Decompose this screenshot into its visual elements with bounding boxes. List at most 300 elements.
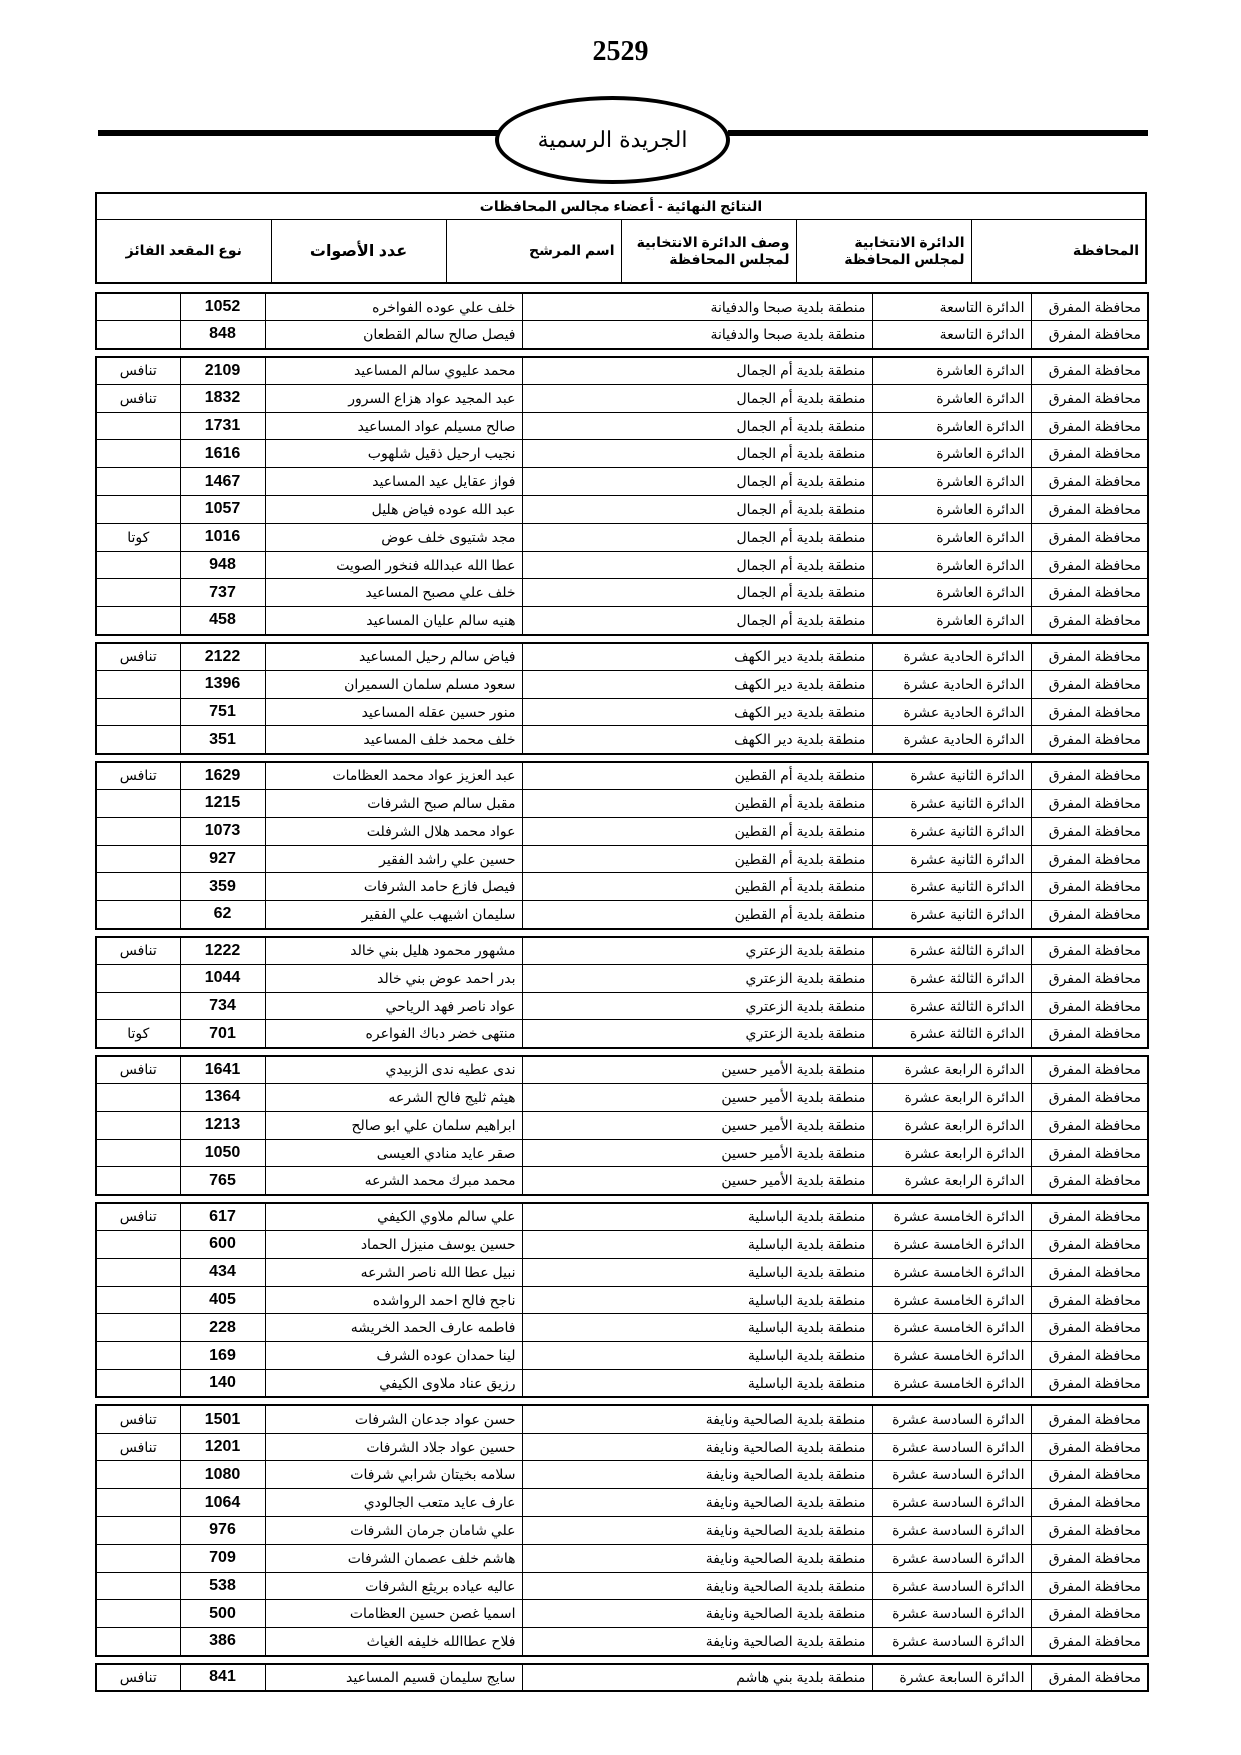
governorate-cell: محافظة المفرق <box>1031 1258 1148 1286</box>
district-cell: الدائرة الخامسة عشرة <box>872 1342 1031 1370</box>
district-cell: الدائرة العاشرة <box>872 496 1031 524</box>
governorate-cell: محافظة المفرق <box>1031 790 1148 818</box>
district-group <box>95 1055 1149 1196</box>
candidate-name-cell: مشهور محمود هليل بني خالد <box>265 937 522 965</box>
candidate-name-cell: فيصل صالح سالم القطعان <box>265 321 522 349</box>
description-cell: منطقة بلدية دير الكهف <box>522 643 872 671</box>
votes-cell: 848 <box>180 321 265 349</box>
candidate-name-cell: هاشم خلف عصمان الشرفات <box>265 1544 522 1572</box>
seat-type-cell <box>96 726 180 754</box>
description-cell: منطقة بلدية صبحا والدفيانة <box>522 321 872 349</box>
votes-cell: 976 <box>180 1517 265 1545</box>
table-row <box>96 551 1148 579</box>
description-cell: منطقة بلدية الباسلية <box>522 1314 872 1342</box>
district-cell: الدائرة العاشرة <box>872 412 1031 440</box>
district-cell: الدائرة السادسة عشرة <box>872 1461 1031 1489</box>
candidate-name-cell: محمد مبرك محمد الشرعه <box>265 1167 522 1195</box>
votes-cell: 359 <box>180 873 265 901</box>
table-row <box>96 1286 1148 1314</box>
table-row <box>96 440 1148 468</box>
seat-type-cell: تنافس <box>96 384 180 412</box>
seat-type-cell <box>96 901 180 929</box>
seat-type-cell <box>96 964 180 992</box>
votes-cell: 1213 <box>180 1111 265 1139</box>
seat-type-cell <box>96 1139 180 1167</box>
votes-cell: 1044 <box>180 964 265 992</box>
description-cell: منطقة بلدية أم الجمال <box>522 384 872 412</box>
votes-cell: 841 <box>180 1664 265 1692</box>
votes-cell: 386 <box>180 1628 265 1656</box>
candidate-name-cell: خلف علي مصبح المساعيد <box>265 579 522 607</box>
candidate-name-cell: بدر احمد عوض بني خالد <box>265 964 522 992</box>
governorate-cell: محافظة المفرق <box>1031 579 1148 607</box>
governorate-cell: محافظة المفرق <box>1031 468 1148 496</box>
candidate-name-cell: نبيل عطا الله ناصر الشرعه <box>265 1258 522 1286</box>
candidate-name-cell: سعود مسلم سلمان السميران <box>265 670 522 698</box>
description-cell: منطقة بلدية أم القطين <box>522 873 872 901</box>
seat-type-cell <box>96 1370 180 1398</box>
candidate-name-cell: عارف عايد متعب الجالودي <box>265 1489 522 1517</box>
table-row <box>96 321 1148 349</box>
governorate-cell: محافظة المفرق <box>1031 1600 1148 1628</box>
district-cell: الدائرة الثانية عشرة <box>872 873 1031 901</box>
candidate-name-cell: منور حسين عقله المساعيد <box>265 698 522 726</box>
governorate-cell: محافظة المفرق <box>1031 1084 1148 1112</box>
district-cell: الدائرة العاشرة <box>872 468 1031 496</box>
district-cell: الدائرة الحادية عشرة <box>872 643 1031 671</box>
seat-type-cell: تنافس <box>96 1203 180 1231</box>
seat-type-cell: تنافس <box>96 1056 180 1084</box>
district-cell: الدائرة الثانية عشرة <box>872 817 1031 845</box>
governorate-cell: محافظة المفرق <box>1031 1664 1148 1692</box>
votes-cell: 538 <box>180 1572 265 1600</box>
governorate-cell: محافظة المفرق <box>1031 1286 1148 1314</box>
description-cell: منطقة بلدية الزعتري <box>522 992 872 1020</box>
district-cell: الدائرة السادسة عشرة <box>872 1489 1031 1517</box>
header-district: الدائرة الانتخابية لمجلس المحافظة <box>796 219 971 283</box>
seat-type-cell <box>96 321 180 349</box>
table-row <box>96 698 1148 726</box>
district-cell: الدائرة الخامسة عشرة <box>872 1286 1031 1314</box>
seat-type-cell <box>96 1517 180 1545</box>
district-cell: الدائرة الثالثة عشرة <box>872 992 1031 1020</box>
votes-cell: 458 <box>180 607 265 635</box>
header-rule-right <box>728 130 1148 136</box>
description-cell: منطقة بلدية الصالحية ونايفة <box>522 1600 872 1628</box>
table-row <box>96 1664 1148 1692</box>
votes-cell: 1396 <box>180 670 265 698</box>
district-cell: الدائرة العاشرة <box>872 440 1031 468</box>
district-cell: الدائرة الرابعة عشرة <box>872 1084 1031 1112</box>
district-group <box>95 642 1149 755</box>
votes-cell: 1215 <box>180 790 265 818</box>
description-cell: منطقة بلدية أم القطين <box>522 790 872 818</box>
description-cell: منطقة بلدية الأمير حسين <box>522 1056 872 1084</box>
governorate-cell: محافظة المفرق <box>1031 1517 1148 1545</box>
district-cell: الدائرة العاشرة <box>872 551 1031 579</box>
governorate-cell: محافظة المفرق <box>1031 698 1148 726</box>
district-cell: الدائرة العاشرة <box>872 607 1031 635</box>
governorate-cell: محافظة المفرق <box>1031 1370 1148 1398</box>
candidate-name-cell: ندى عطيه ندى الزبيدي <box>265 1056 522 1084</box>
table-row <box>96 1405 1148 1433</box>
seat-type-cell <box>96 698 180 726</box>
table-row <box>96 670 1148 698</box>
district-cell: الدائرة الخامسة عشرة <box>872 1314 1031 1342</box>
table-row <box>96 384 1148 412</box>
seat-type-cell: كوتا <box>96 1020 180 1048</box>
votes-cell: 351 <box>180 726 265 754</box>
candidate-name-cell: اسميا غصن حسين العظامات <box>265 1600 522 1628</box>
votes-cell: 140 <box>180 1370 265 1398</box>
description-cell: منطقة بلدية الباسلية <box>522 1203 872 1231</box>
table-row <box>96 1342 1148 1370</box>
description-cell: منطقة بلدية أم الجمال <box>522 607 872 635</box>
district-cell: الدائرة الرابعة عشرة <box>872 1056 1031 1084</box>
district-cell: الدائرة العاشرة <box>872 384 1031 412</box>
district-cell: الدائرة السادسة عشرة <box>872 1405 1031 1433</box>
district-cell: الدائرة الخامسة عشرة <box>872 1231 1031 1259</box>
table-row <box>96 1461 1148 1489</box>
votes-cell: 500 <box>180 1600 265 1628</box>
description-cell: منطقة بلدية أم القطين <box>522 845 872 873</box>
votes-cell: 169 <box>180 1342 265 1370</box>
district-group <box>95 936 1149 1049</box>
votes-cell: 405 <box>180 1286 265 1314</box>
votes-cell: 948 <box>180 551 265 579</box>
gazette-name: الجريدة الرسمية <box>537 127 688 153</box>
district-cell: الدائرة السادسة عشرة <box>872 1572 1031 1600</box>
seat-type-cell <box>96 551 180 579</box>
seat-type-cell <box>96 1461 180 1489</box>
district-cell: الدائرة السادسة عشرة <box>872 1517 1031 1545</box>
district-cell: الدائرة الثانية عشرة <box>872 901 1031 929</box>
candidate-name-cell: ابراهيم سلمان علي ابو صالح <box>265 1111 522 1139</box>
district-cell: الدائرة الخامسة عشرة <box>872 1203 1031 1231</box>
header-votes: عدد الأصوات <box>271 219 446 283</box>
votes-cell: 1064 <box>180 1489 265 1517</box>
governorate-cell: محافظة المفرق <box>1031 496 1148 524</box>
district-cell: الدائرة التاسعة <box>872 321 1031 349</box>
description-cell: منطقة بلدية دير الكهف <box>522 698 872 726</box>
district-cell: الدائرة السادسة عشرة <box>872 1600 1031 1628</box>
seat-type-cell <box>96 873 180 901</box>
governorate-cell: محافظة المفرق <box>1031 1231 1148 1259</box>
governorate-cell: محافظة المفرق <box>1031 321 1148 349</box>
candidate-name-cell: عطا الله عبدالله فنخور الصويت <box>265 551 522 579</box>
district-cell: الدائرة الرابعة عشرة <box>872 1139 1031 1167</box>
table-row <box>96 726 1148 754</box>
candidate-name-cell: عواد محمد هلال الشرفلت <box>265 817 522 845</box>
votes-cell: 600 <box>180 1231 265 1259</box>
votes-cell: 1016 <box>180 523 265 551</box>
governorate-cell: محافظة المفرق <box>1031 523 1148 551</box>
votes-cell: 62 <box>180 901 265 929</box>
table-row <box>96 790 1148 818</box>
description-cell: منطقة بلدية بني هاشم <box>522 1664 872 1692</box>
governorate-cell: محافظة المفرق <box>1031 384 1148 412</box>
seat-type-cell: تنافس <box>96 1664 180 1692</box>
candidate-name-cell: هيثم ثليج فالح الشرعه <box>265 1084 522 1112</box>
votes-cell: 1222 <box>180 937 265 965</box>
candidate-name-cell: مجد شتيوى خلف عوض <box>265 523 522 551</box>
seat-type-cell <box>96 468 180 496</box>
votes-cell: 2109 <box>180 357 265 385</box>
district-cell: الدائرة السادسة عشرة <box>872 1433 1031 1461</box>
seat-type-cell <box>96 293 180 321</box>
candidate-name-cell: فيصل فازع حامد الشرفات <box>265 873 522 901</box>
candidate-name-cell: علي شامان جرمان الشرفات <box>265 1517 522 1545</box>
table-row <box>96 1056 1148 1084</box>
description-cell: منطقة بلدية الباسلية <box>522 1231 872 1259</box>
district-cell: الدائرة الثانية عشرة <box>872 790 1031 818</box>
governorate-cell: محافظة المفرق <box>1031 1111 1148 1139</box>
district-cell: الدائرة العاشرة <box>872 357 1031 385</box>
district-cell: الدائرة الثالثة عشرة <box>872 964 1031 992</box>
table-row <box>96 1433 1148 1461</box>
table-row <box>96 1628 1148 1656</box>
votes-cell: 2122 <box>180 643 265 671</box>
district-group <box>95 292 1149 350</box>
governorate-cell: محافظة المفرق <box>1031 1203 1148 1231</box>
candidate-name-cell: صالح مسيلم عواد المساعيد <box>265 412 522 440</box>
table-row <box>96 607 1148 635</box>
seat-type-cell: تنافس <box>96 937 180 965</box>
description-cell: منطقة بلدية الصالحية ونايفة <box>522 1489 872 1517</box>
district-cell: الدائرة الحادية عشرة <box>872 698 1031 726</box>
description-cell: منطقة بلدية الأمير حسين <box>522 1139 872 1167</box>
candidate-name-cell: عواد ناصر فهد الرياحي <box>265 992 522 1020</box>
description-cell: منطقة بلدية أم القطين <box>522 817 872 845</box>
governorate-cell: محافظة المفرق <box>1031 440 1148 468</box>
governorate-cell: محافظة المفرق <box>1031 762 1148 790</box>
description-cell: منطقة بلدية الزعتري <box>522 937 872 965</box>
table-row <box>96 1370 1148 1398</box>
district-cell: الدائرة التاسعة <box>872 293 1031 321</box>
governorate-cell: محافظة المفرق <box>1031 1433 1148 1461</box>
table-row <box>96 357 1148 385</box>
governorate-cell: محافظة المفرق <box>1031 1461 1148 1489</box>
candidate-name-cell: لينا حمدان عوده الشرف <box>265 1342 522 1370</box>
description-cell: منطقة بلدية الزعتري <box>522 1020 872 1048</box>
seat-type-cell <box>96 1258 180 1286</box>
seat-type-cell <box>96 412 180 440</box>
governorate-cell: محافظة المفرق <box>1031 992 1148 1020</box>
candidate-name-cell: سايج سليمان قسيم المساعيد <box>265 1664 522 1692</box>
table-row <box>96 1600 1148 1628</box>
candidate-name-cell: رزيق عناد ملاوى الكيفي <box>265 1370 522 1398</box>
governorate-cell: محافظة المفرق <box>1031 1167 1148 1195</box>
seat-type-cell <box>96 845 180 873</box>
seat-type-cell <box>96 1167 180 1195</box>
candidate-name-cell: محمد عليوي سالم المساعيد <box>265 357 522 385</box>
votes-cell: 927 <box>180 845 265 873</box>
governorate-cell: محافظة المفرق <box>1031 551 1148 579</box>
district-cell: الدائرة الثانية عشرة <box>872 845 1031 873</box>
table-row <box>96 1231 1148 1259</box>
votes-cell: 228 <box>180 1314 265 1342</box>
governorate-cell: محافظة المفرق <box>1031 357 1148 385</box>
votes-cell: 737 <box>180 579 265 607</box>
district-group <box>95 1663 1149 1693</box>
description-cell: منطقة بلدية الأمير حسين <box>522 1167 872 1195</box>
seat-type-cell <box>96 1111 180 1139</box>
seat-type-cell: كوتا <box>96 523 180 551</box>
description-cell: منطقة بلدية الباسلية <box>522 1286 872 1314</box>
district-cell: الدائرة الرابعة عشرة <box>872 1167 1031 1195</box>
seat-type-cell <box>96 790 180 818</box>
candidate-name-cell: سلامه بخيتان شرابي شرفات <box>265 1461 522 1489</box>
governorate-cell: محافظة المفرق <box>1031 1544 1148 1572</box>
votes-cell: 1832 <box>180 384 265 412</box>
table-row <box>96 293 1148 321</box>
candidate-name-cell: حسين عواد جلاد الشرفات <box>265 1433 522 1461</box>
district-cell: الدائرة السادسة عشرة <box>872 1628 1031 1656</box>
table-row <box>96 964 1148 992</box>
votes-cell: 1050 <box>180 1139 265 1167</box>
table-row <box>96 1084 1148 1112</box>
votes-cell: 701 <box>180 1020 265 1048</box>
seat-type-cell: تنافس <box>96 1405 180 1433</box>
candidate-name-cell: عبد المجيد عواد هزاع السرور <box>265 384 522 412</box>
district-group <box>95 1404 1149 1656</box>
description-cell: منطقة بلدية أم الجمال <box>522 523 872 551</box>
governorate-cell: محافظة المفرق <box>1031 964 1148 992</box>
governorate-cell: محافظة المفرق <box>1031 817 1148 845</box>
governorate-cell: محافظة المفرق <box>1031 726 1148 754</box>
table-row <box>96 1258 1148 1286</box>
votes-cell: 1501 <box>180 1405 265 1433</box>
governorate-cell: محافظة المفرق <box>1031 1572 1148 1600</box>
candidate-name-cell: عاليه عياده بريثع الشرفات <box>265 1572 522 1600</box>
votes-cell: 1057 <box>180 496 265 524</box>
candidate-name-cell: صقر عايد منادي العيسى <box>265 1139 522 1167</box>
candidate-name-cell: مقبل سالم صبح الشرفات <box>265 790 522 818</box>
seat-type-cell <box>96 1231 180 1259</box>
table-row <box>96 1314 1148 1342</box>
district-cell: الدائرة الخامسة عشرة <box>872 1258 1031 1286</box>
governorate-cell: محافظة المفرق <box>1031 845 1148 873</box>
seat-type-cell <box>96 579 180 607</box>
votes-cell: 1641 <box>180 1056 265 1084</box>
seat-type-cell <box>96 1084 180 1112</box>
district-cell: الدائرة الثالثة عشرة <box>872 1020 1031 1048</box>
description-cell: منطقة بلدية الصالحية ونايفة <box>522 1544 872 1572</box>
governorate-cell: محافظة المفرق <box>1031 670 1148 698</box>
candidate-name-cell: علي سالم ملاوي الكيفي <box>265 1203 522 1231</box>
description-cell: منطقة بلدية أم القطين <box>522 762 872 790</box>
header-seat: نوع المقعد الفائز <box>96 219 271 283</box>
district-cell: الدائرة العاشرة <box>872 523 1031 551</box>
description-cell: منطقة بلدية الصالحية ونايفة <box>522 1572 872 1600</box>
district-cell: الدائرة الثالثة عشرة <box>872 937 1031 965</box>
description-cell: منطقة بلدية أم القطين <box>522 901 872 929</box>
description-cell: منطقة بلدية أم الجمال <box>522 440 872 468</box>
seat-type-cell <box>96 440 180 468</box>
votes-cell: 765 <box>180 1167 265 1195</box>
table-row <box>96 1489 1148 1517</box>
governorate-cell: محافظة المفرق <box>1031 1628 1148 1656</box>
candidate-name-cell: فواز عقايل عيد المساعيد <box>265 468 522 496</box>
votes-cell: 751 <box>180 698 265 726</box>
description-cell: منطقة بلدية الأمير حسين <box>522 1084 872 1112</box>
governorate-cell: محافظة المفرق <box>1031 1056 1148 1084</box>
governorate-cell: محافظة المفرق <box>1031 412 1148 440</box>
seat-type-cell: تنافس <box>96 1433 180 1461</box>
header-rule-left <box>98 130 498 136</box>
district-cell: الدائرة الخامسة عشرة <box>872 1370 1031 1398</box>
table-row <box>96 1167 1148 1195</box>
seat-type-cell <box>96 1314 180 1342</box>
table-row <box>96 643 1148 671</box>
votes-cell: 1629 <box>180 762 265 790</box>
governorate-cell: محافظة المفرق <box>1031 901 1148 929</box>
votes-cell: 1731 <box>180 412 265 440</box>
votes-cell: 709 <box>180 1544 265 1572</box>
votes-cell: 1364 <box>180 1084 265 1112</box>
table-row <box>96 412 1148 440</box>
description-cell: منطقة بلدية الأمير حسين <box>522 1111 872 1139</box>
district-group <box>95 761 1149 930</box>
votes-cell: 1080 <box>180 1461 265 1489</box>
seat-type-cell <box>96 1572 180 1600</box>
seat-type-cell <box>96 607 180 635</box>
candidate-name-cell: فلاح عطاالله خليفه الغياث <box>265 1628 522 1656</box>
governorate-cell: محافظة المفرق <box>1031 643 1148 671</box>
table-row <box>96 937 1148 965</box>
candidate-name-cell: حسن عواد جدعان الشرفات <box>265 1405 522 1433</box>
votes-cell: 1073 <box>180 817 265 845</box>
district-cell: الدائرة السابعة عشرة <box>872 1664 1031 1692</box>
candidate-name-cell: عبد الله عوده فياض هليل <box>265 496 522 524</box>
table-row <box>96 1203 1148 1231</box>
governorate-cell: محافظة المفرق <box>1031 1342 1148 1370</box>
header-governorate: المحافظة <box>971 219 1146 283</box>
governorate-cell: محافظة المفرق <box>1031 1314 1148 1342</box>
table-row <box>96 873 1148 901</box>
description-cell: منطقة بلدية الباسلية <box>522 1258 872 1286</box>
table-row <box>96 992 1148 1020</box>
votes-cell: 1201 <box>180 1433 265 1461</box>
seat-type-cell <box>96 1286 180 1314</box>
description-cell: منطقة بلدية الصالحية ونايفة <box>522 1628 872 1656</box>
table-row <box>96 1517 1148 1545</box>
table-row <box>96 1020 1148 1048</box>
table-row <box>96 817 1148 845</box>
district-group <box>95 1202 1149 1399</box>
seat-type-cell <box>96 1342 180 1370</box>
governorate-cell: محافظة المفرق <box>1031 607 1148 635</box>
district-cell: الدائرة العاشرة <box>872 579 1031 607</box>
description-cell: منطقة بلدية الباسلية <box>522 1370 872 1398</box>
votes-cell: 1052 <box>180 293 265 321</box>
page-number: 2529 <box>592 36 649 67</box>
description-cell: منطقة بلدية دير الكهف <box>522 670 872 698</box>
header-name: اسم المرشح <box>446 219 621 283</box>
description-cell: منطقة بلدية الصالحية ونايفة <box>522 1405 872 1433</box>
candidate-name-cell: هنيه سالم عليان المساعيد <box>265 607 522 635</box>
district-cell: الدائرة السادسة عشرة <box>872 1544 1031 1572</box>
candidate-name-cell: خلف محمد خلف المساعيد <box>265 726 522 754</box>
description-cell: منطقة بلدية أم الجمال <box>522 357 872 385</box>
governorate-cell: محافظة المفرق <box>1031 1405 1148 1433</box>
seat-type-cell <box>96 670 180 698</box>
governorate-cell: محافظة المفرق <box>1031 937 1148 965</box>
candidate-name-cell: فياض سالم رحيل المساعيد <box>265 643 522 671</box>
table-row <box>96 762 1148 790</box>
votes-cell: 1467 <box>180 468 265 496</box>
seat-type-cell: تنافس <box>96 357 180 385</box>
